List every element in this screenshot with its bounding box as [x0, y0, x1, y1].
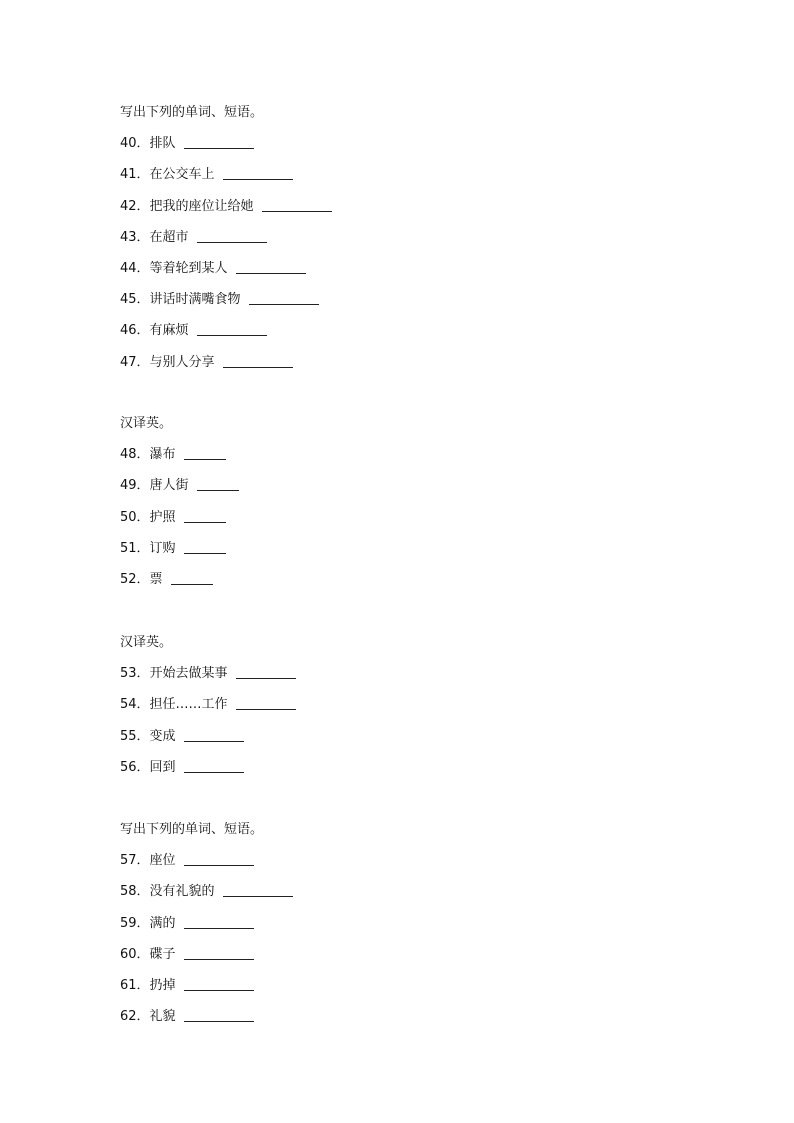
answer-blank[interactable] [197, 321, 267, 336]
answer-blank[interactable] [184, 508, 226, 523]
answer-blank[interactable] [184, 1007, 254, 1022]
answer-blank[interactable] [184, 539, 226, 554]
answer-blank[interactable] [249, 290, 319, 305]
section-write-words-2 [120, 820, 720, 1038]
question-text: 47．与别人分享 [120, 354, 215, 370]
question-text: 58．没有礼貌的 [120, 884, 215, 900]
question-57 [120, 851, 720, 882]
section-heading: 汉译英。 [120, 416, 173, 431]
question-text: 49．唐人街 [120, 478, 189, 494]
answer-blank[interactable] [223, 165, 293, 180]
answer-blank[interactable] [184, 851, 254, 866]
section-translate-1 [120, 414, 720, 601]
question-41 [120, 165, 720, 196]
question-58 [120, 882, 720, 913]
question-text: 61．扔掉 [120, 977, 176, 993]
answer-blank[interactable] [184, 727, 244, 742]
answer-blank[interactable] [223, 353, 293, 368]
question-text: 60．碟子 [120, 946, 176, 962]
question-42 [120, 197, 720, 228]
question-52 [120, 570, 720, 601]
question-47 [120, 353, 720, 384]
question-text: 55．变成 [120, 728, 176, 744]
question-text: 45．讲话时满嘴食物 [120, 292, 241, 308]
answer-blank[interactable] [197, 228, 267, 243]
question-54 [120, 695, 720, 726]
question-48 [120, 445, 720, 476]
question-55 [120, 727, 720, 758]
answer-blank[interactable] [171, 570, 213, 585]
question-text: 41．在公交车上 [120, 167, 215, 183]
question-text: 62．礼貌 [120, 1009, 176, 1025]
question-text: 46．有麻烦 [120, 323, 189, 339]
question-62 [120, 1007, 720, 1038]
question-53 [120, 664, 720, 695]
answer-blank[interactable] [262, 197, 332, 212]
section-heading: 写出下列的单词、短语。 [120, 105, 264, 120]
question-43 [120, 228, 720, 259]
answer-blank[interactable] [236, 695, 296, 710]
question-text: 50．护照 [120, 509, 176, 525]
question-60 [120, 945, 720, 976]
question-51 [120, 539, 720, 570]
question-56 [120, 758, 720, 789]
answer-blank[interactable] [197, 476, 239, 491]
question-text: 54．担任……工作 [120, 697, 228, 713]
question-61 [120, 976, 720, 1007]
answer-blank[interactable] [236, 664, 296, 679]
question-text: 52．票 [120, 571, 163, 587]
question-text: 57．座位 [120, 853, 176, 869]
question-text: 59．满的 [120, 915, 176, 931]
question-45 [120, 290, 720, 321]
question-text: 42．把我的座位让给她 [120, 198, 254, 214]
question-50 [120, 508, 720, 539]
question-46 [120, 321, 720, 352]
question-59 [120, 914, 720, 945]
question-text: 48．瀑布 [120, 447, 176, 463]
question-49 [120, 476, 720, 507]
answer-blank[interactable] [184, 134, 254, 149]
answer-blank[interactable] [184, 945, 254, 960]
question-40 [120, 134, 720, 165]
question-text: 43．在超市 [120, 229, 189, 245]
answer-blank[interactable] [184, 758, 244, 773]
question-text: 56．回到 [120, 759, 176, 775]
section-heading: 写出下列的单词、短语。 [120, 822, 264, 837]
section-heading: 汉译英。 [120, 635, 173, 650]
question-text: 44．等着轮到某人 [120, 260, 228, 276]
answer-blank[interactable] [184, 445, 226, 460]
question-text: 40．排队 [120, 136, 176, 152]
section-write-words-1 [120, 103, 720, 384]
answer-blank[interactable] [184, 976, 254, 991]
answer-blank[interactable] [223, 882, 293, 897]
section-translate-2 [120, 633, 720, 789]
answer-blank[interactable] [184, 914, 254, 929]
question-44 [120, 259, 720, 290]
answer-blank[interactable] [236, 259, 306, 274]
question-text: 51．订购 [120, 540, 176, 556]
question-text: 53．开始去做某事 [120, 666, 228, 682]
